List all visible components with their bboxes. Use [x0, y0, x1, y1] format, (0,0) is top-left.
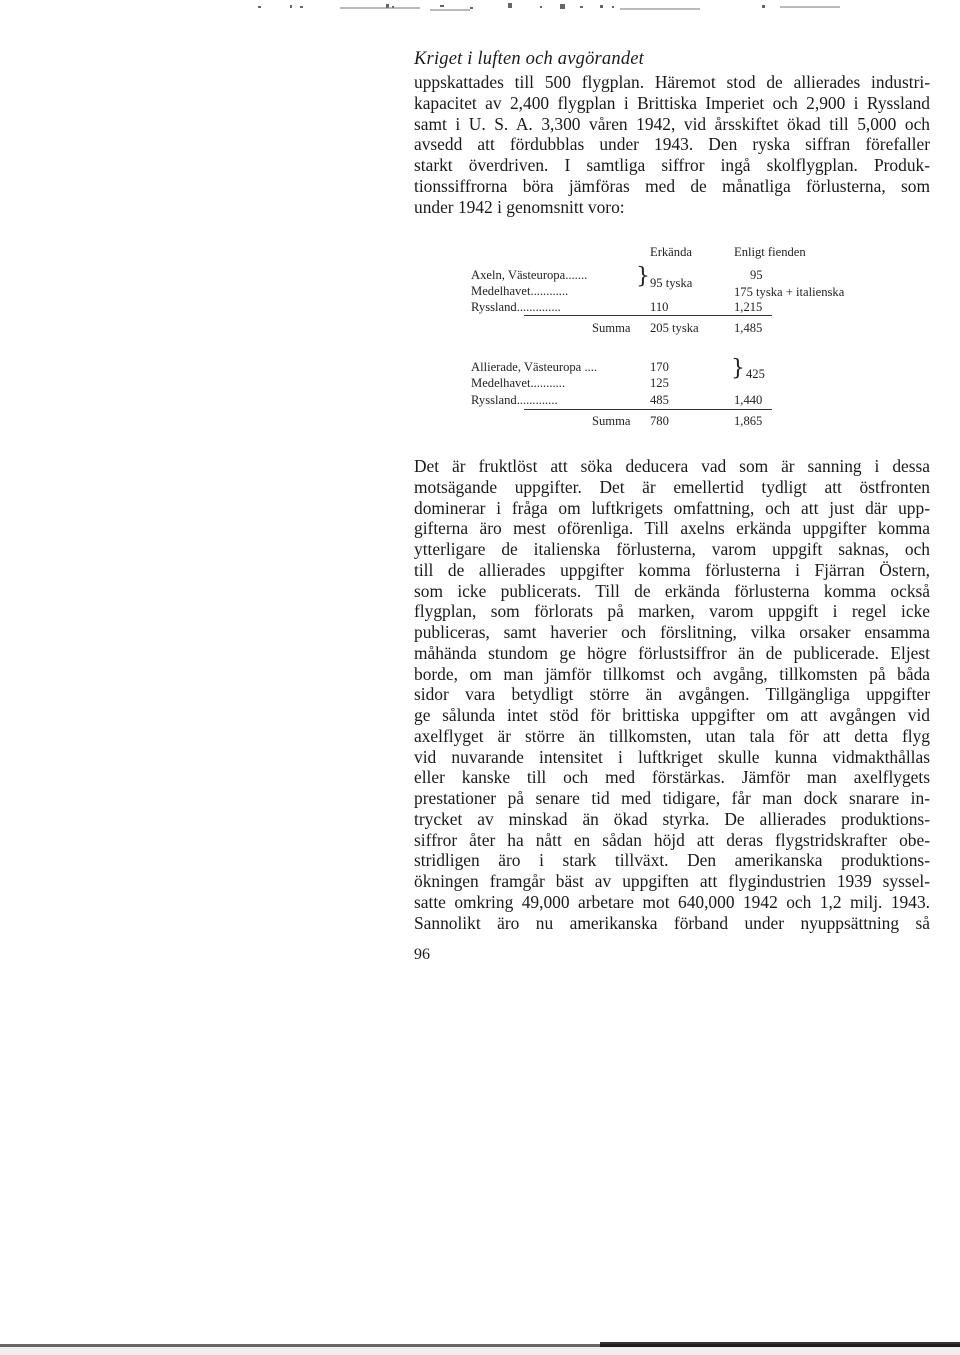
column-header-enligt-fienden: Enligt fienden: [734, 245, 806, 259]
cell-value: 170: [650, 360, 669, 374]
sum-rule: [524, 409, 772, 410]
text-line: trycket av minskad än ökad styrka. De allierades produktions-: [414, 808, 930, 829]
text-line: borde, om man jämför tillkomst och avgång, tillkomsten på båda: [414, 663, 930, 684]
paragraph-intro: [414, 72, 930, 217]
row-label: Axeln, Västeuropa.......: [471, 268, 588, 282]
text-line: uppskattades till 500 flygplan. Häremot stod de allierades industri-: [414, 72, 930, 92]
cell-value: 125: [650, 376, 669, 390]
text-line: ökningen framgår bäst av uppgiften att flygindustrien 1939 syssel-: [414, 871, 930, 891]
text-line: kapacitet av 2,400 flygplan i Brittiska Imperiet och 2,900 i Ryssland: [414, 92, 930, 113]
sum-value: 205 tyska: [650, 321, 699, 335]
text-line: samt i U. S. A. 3,300 våren 1942, vid årsskiftet ökad till 5,000 och: [414, 113, 930, 134]
cell-value: 1,215: [734, 300, 763, 314]
brace-right: }: [636, 264, 650, 289]
text-line: Det är fruktlöst att söka deducera vad som är sanning i dessa: [414, 456, 930, 476]
text-line: dominerar i fråga om luftkrigets omfattning, och att just där upp-: [414, 497, 930, 518]
column-header-erkanda: Erkända: [650, 245, 692, 259]
text-line: satte omkring 49,000 arbetare mot 640,000 1942 och 1,2 milj. 1943.: [414, 891, 930, 912]
cell-value: 425: [746, 367, 765, 381]
text-line: stridligen äro i stark tillväxt. Den amerikanska produktions-: [414, 850, 930, 871]
brace-right: }: [731, 356, 745, 381]
text-line: flygplan, som förlorats på marken, varom uppgift i regel icke: [414, 601, 930, 622]
row-label: Ryssland.............: [471, 393, 558, 407]
cell-value: 110: [650, 300, 669, 314]
cell-value: 485: [650, 393, 669, 407]
sum-label: Summa: [592, 321, 631, 335]
row-label: Medelhavet...........: [471, 376, 566, 390]
text-line: prestationer på senare tid med tidigare, får man dock snarare in-: [414, 788, 930, 808]
row-label: Ryssland..............: [471, 300, 561, 314]
row-label: Allierade, Västeuropa ....: [471, 360, 598, 374]
text-line: tionssiffrorna böra jämföras med de månatliga förlusterna, som: [414, 175, 930, 196]
cell-value: 95: [750, 268, 763, 282]
cell-value: 1,440: [734, 393, 763, 407]
text-line: eller kanske till och med förstärkas. Jämför man axelflygets: [414, 767, 930, 788]
text-line: måhända stundom ge högre förlustsiffror än de publicerade. Eljest: [414, 642, 930, 663]
text-line: siffror åter ha nått en sådan höjd att deras flygstridskrafter obe-: [414, 829, 930, 850]
page-number: 96: [414, 946, 430, 963]
text-line: gifterna äro mest oförenliga. Till axelns erkända uppgifter komma: [414, 518, 930, 539]
text-line: under 1942 i genomsnitt voro:: [414, 196, 625, 217]
sum-value: 1,865: [734, 414, 763, 428]
cell-value: 95 tyska: [650, 276, 693, 290]
text-line: avsedd att fördubblas under 1943. Den ryska siffran förefaller: [414, 134, 930, 155]
row-label: Medelhavet............: [471, 284, 569, 298]
text-line: starkt överdriven. I samtliga siffror ingå skolflygplan. Produk-: [414, 155, 930, 175]
scan-edge-bottom: [0, 1336, 960, 1355]
sum-label: Summa: [592, 414, 631, 428]
page-header: Kriget i luften och avgörandet: [414, 49, 645, 69]
sum-rule: [524, 315, 772, 316]
text-line: publiceras, samt haverier och förslitning, vilka orsaker ensamma: [414, 622, 930, 642]
text-line: ge sålunda intet stöd för brittiska uppgifter om att avgången vid: [414, 705, 930, 725]
text-line: Sannolikt äro nu amerikanska förband under nyuppsättning så: [414, 912, 930, 933]
text-line: axelflyget är större än tillkomsten, utan tala för att detta flyg: [414, 725, 930, 746]
text-line: som icke publicerats. Till de erkända förlusterna komma också: [414, 580, 930, 601]
text-line: ytterligare de italienska förlusterna, varom uppgift saknas, och: [414, 539, 930, 559]
text-line: vid nuvarande intensitet i luftkriget skulle kunna vidmakthållas: [414, 746, 930, 767]
sum-value: 1,485: [734, 321, 763, 335]
text-line: till de allierades uppgifter komma förlusterna i Fjärran Östern,: [414, 559, 930, 580]
scan-noise-top: [0, 0, 960, 14]
cell-value: 175 tyska + italienska: [734, 285, 845, 299]
sum-value: 780: [650, 414, 669, 428]
paragraph-body: [414, 456, 930, 933]
text-line: sidor vara betydligt större än avgången. Tillgängliga uppgifter: [414, 684, 930, 705]
text-line: motsägande uppgifter. Det är emellertid tydligt att östfronten: [414, 476, 930, 497]
